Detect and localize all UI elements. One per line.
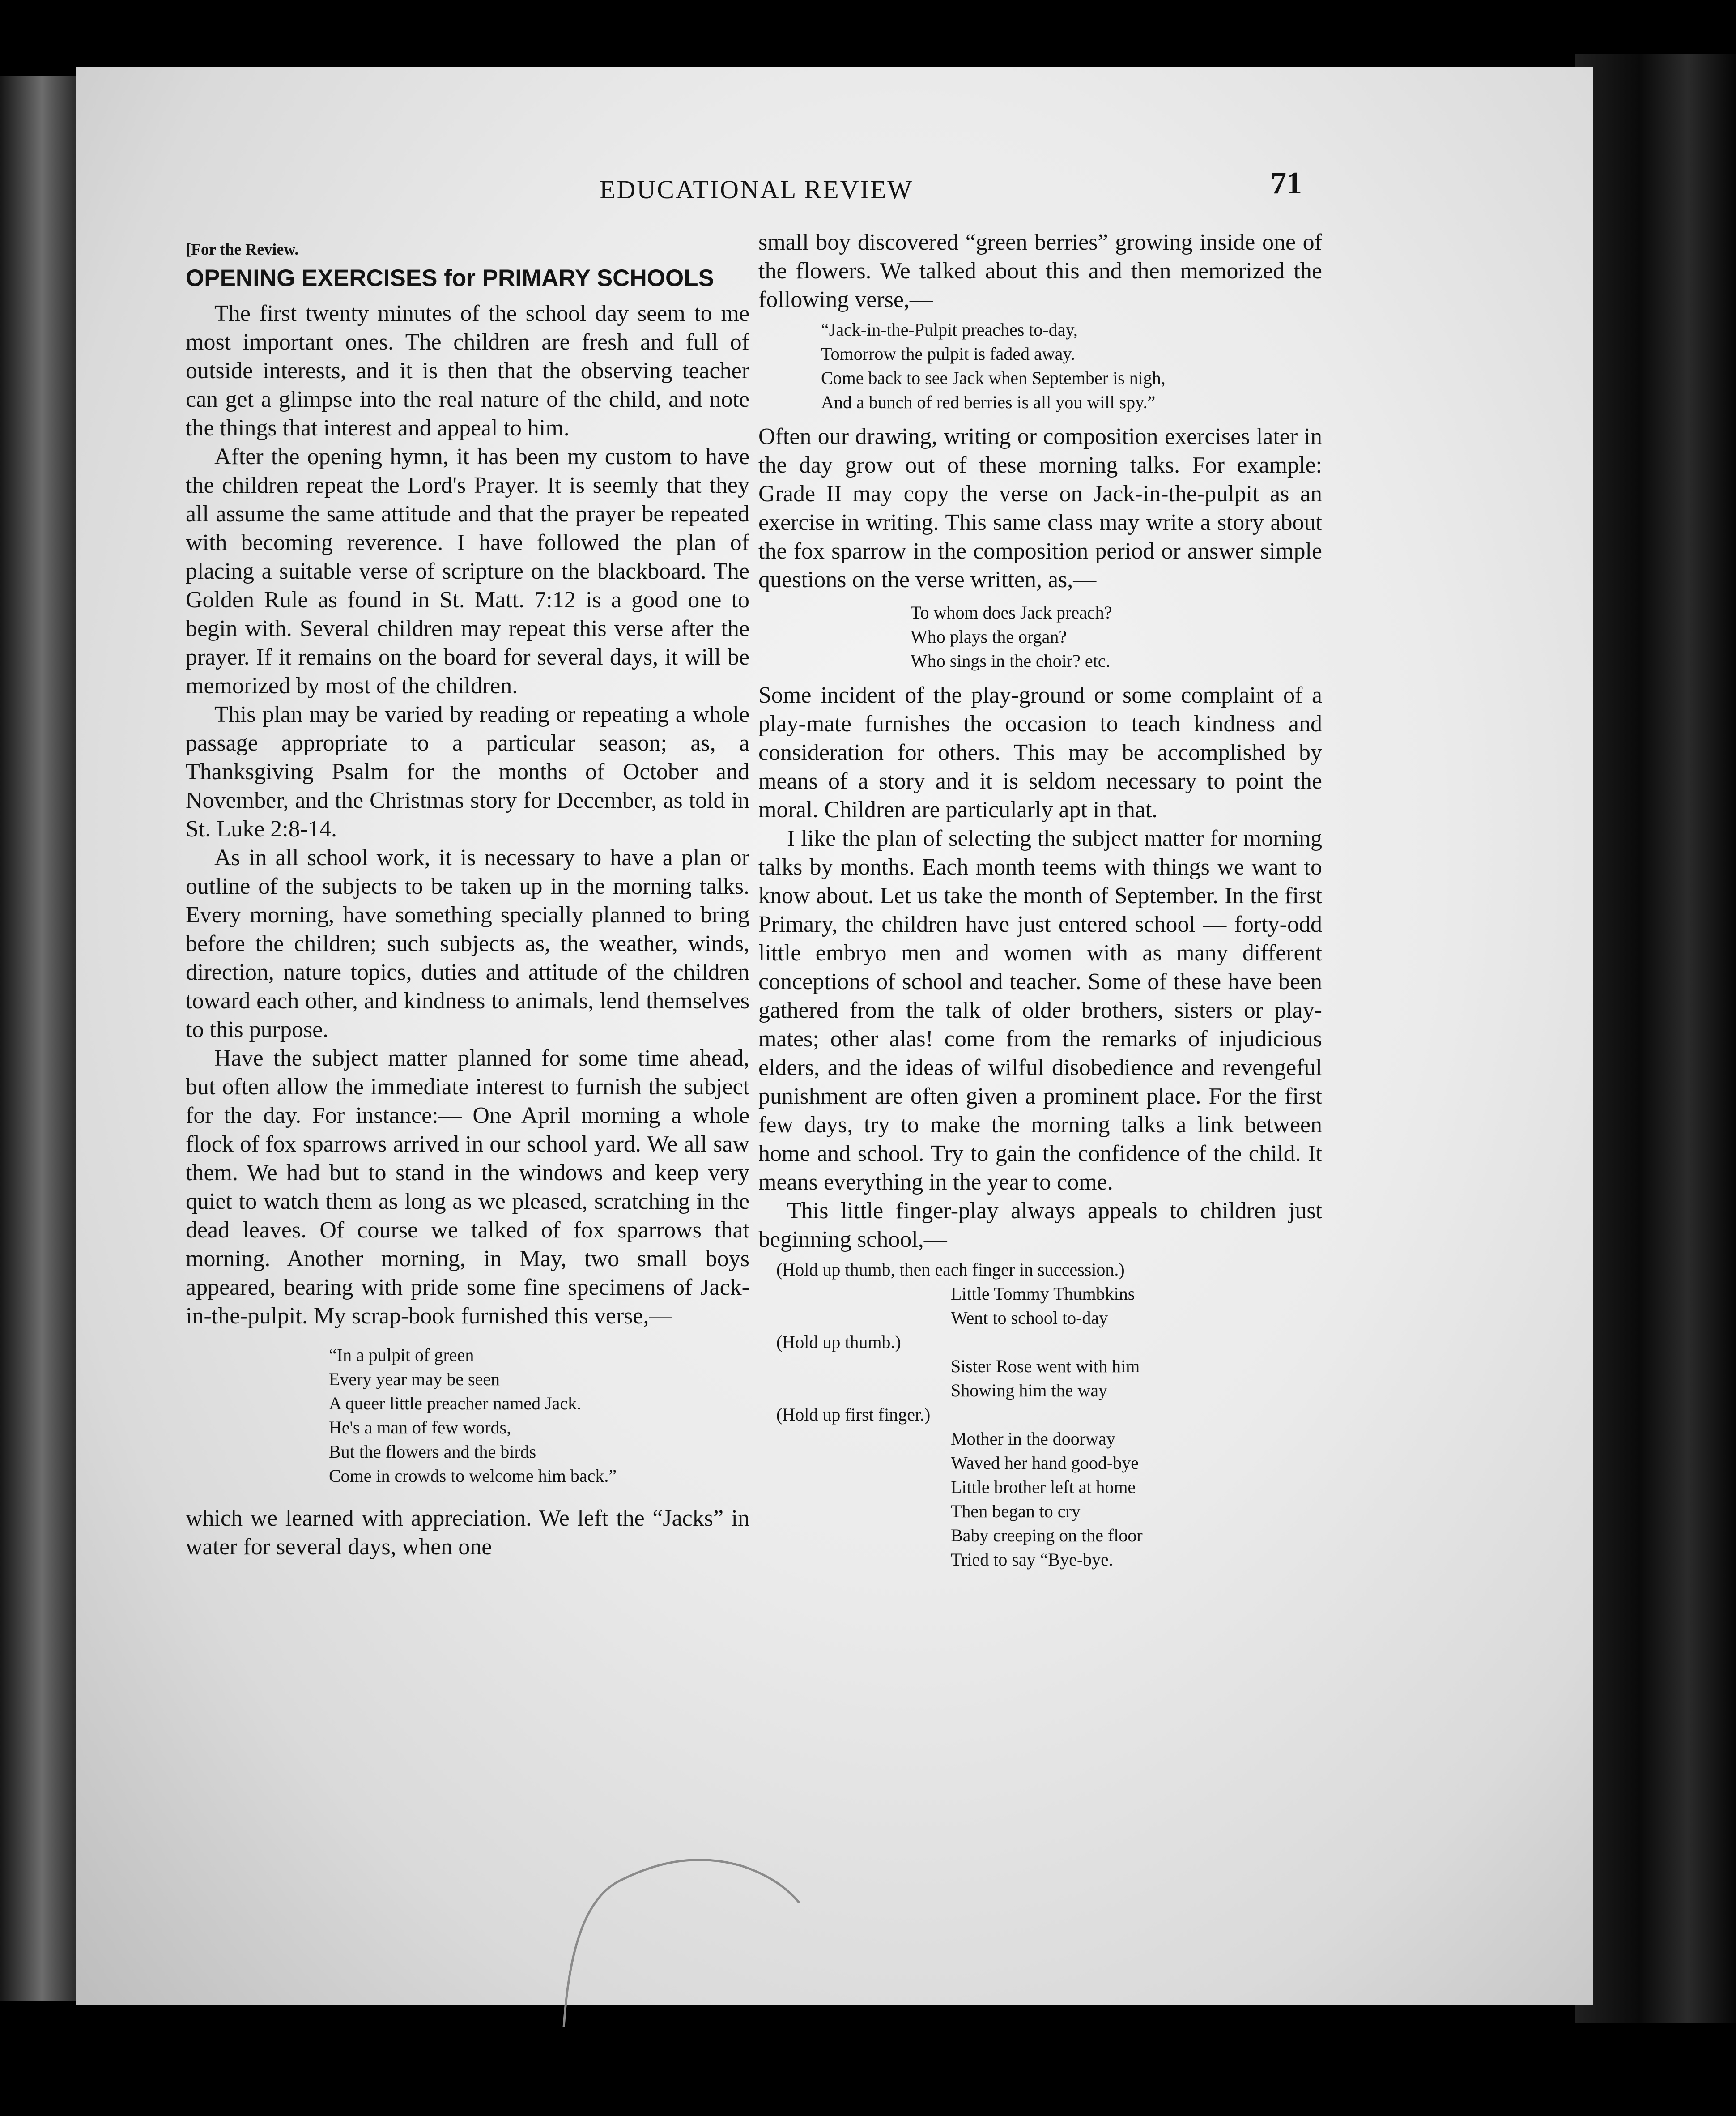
finger-play-line: Tried to say “Bye-bye. (951, 1549, 1113, 1570)
finger-play-line: Little brother left at home (951, 1477, 1136, 1497)
book-binding (1575, 54, 1736, 2023)
verse-line: “Jack-in-the-Pulpit preaches to-day, (821, 320, 1078, 340)
finger-play-line: Then began to cry (951, 1501, 1081, 1521)
finger-play-line: Went to school to-day (951, 1308, 1108, 1328)
finger-play (758, 1258, 1322, 1572)
paragraph: I like the plan of selecting the subject matter for morning talks by months. Each month teems with things we want to know about. Let us take the month of September. In the first Primary, the children have just entered school — forty-odd little embryo men and women with as many different conceptions of school and teacher. Some of these have been gathered from the talk of older brothers, sisters or play-mates; other alas! come from the remarks of injudicious elders, and the ideas of wilful disobedience and revengeful punishment are often given a prominent place. For the first few days, try to make the morning talks a link between home and school. Try to gain the confidence of the child. It means everything in the year to come. (758, 826, 1322, 1195)
page-number: 71 (1271, 166, 1302, 201)
paragraph: Have the subject matter planned for some time ahead, but often allow the immediate interest to furnish the subject for the day. For instance:— One April morning a whole flock of fox sparrows arrived in our school yard. We all saw them. We had but to stand in the windows and keep very quiet to watch them as long as we pleased, scratching in the dead leaves. Of course we talked of fox sparrows that morning. Another morning, in May, two small boys appeared, bearing with pride some fine specimens of Jack-in-the-pulpit. My scrap-book furnished this verse,— (186, 1045, 749, 1329)
left-page-edge (0, 76, 76, 2001)
stage-direction: (Hold up thumb.) (776, 1332, 901, 1352)
jack-verse (758, 318, 1322, 414)
left-column (186, 239, 749, 1561)
verse-line: Every year may be seen (329, 1369, 500, 1389)
verse-line: Come in crowds to welcome him back.” (329, 1466, 617, 1486)
stage-direction: (Hold up thumb, then each finger in succession.) (776, 1259, 1125, 1280)
finger-play-line: Waved her hand good-bye (951, 1453, 1139, 1473)
water-stain-mark (555, 1826, 805, 2027)
for-review-note: [For the Review. (186, 240, 299, 258)
question-line: Who sings in the choir? etc. (911, 651, 1111, 671)
finger-play-line: Showing him the way (951, 1380, 1107, 1400)
verse-line: Come back to see Jack when September is nigh, (821, 368, 1166, 388)
article-title: OPENING EXERCISES for PRIMARY SCHOOLS (186, 265, 714, 291)
paragraph: This little finger-play always appeals to children just beginning school,— (758, 1198, 1322, 1252)
verse-line: And a bunch of red berries is all you will spy.” (821, 392, 1156, 412)
paragraph: The first twenty minutes of the school day seem to me most important ones. The children are fresh and full of outside interests, and it is then that the observing teacher can get a glimpse into the real nature of the child, and note the things that interest and appeal to him. (186, 301, 749, 441)
paragraph: After the opening hymn, it has been my custom to have the children repeat the Lord's Prayer. It is seemly that they all assume the same attitude and that the prayer be repeated with becoming reverence. I have followed the plan of placing a suitable verse of scripture on the blackboard. The Golden Rule as found in St. Matt. 7:12 is a good one to begin with. Several children may repeat this verse after the prayer. If it remains on the board for several days, it will be memorized by most of the children. (186, 444, 749, 699)
paragraph: which we learned with appreciation. We left the “Jacks” in water for several days, when one (186, 1506, 749, 1560)
finger-play-line: Baby creeping on the floor (951, 1525, 1143, 1545)
right-column (758, 228, 1322, 1572)
finger-play-line: Sister Rose went with him (951, 1356, 1140, 1376)
verse-line: But the flowers and the birds (329, 1442, 536, 1462)
verse-line: Tomorrow the pulpit is faded away. (821, 344, 1075, 364)
paragraph: As in all school work, it is necessary to have a plan or outline of the subjects to be taken up in the morning talks. Every morning, have something specially planned to bring before the children; such subjects as, the weather, winds, direction, nature topics, duties and attitude of the children toward each other, and kindness to animals, lend themselves to this purpose. (186, 845, 749, 1042)
paragraph: Some incident of the play-ground or some complaint of a play-mate furnishes the occasion to teach kindness and consideration for others. This may be accomplished by means of a story and it is seldom necessary to point the moral. Children are particularly apt in that. (758, 683, 1322, 823)
finger-play-line: Mother in the doorway (951, 1429, 1115, 1449)
pulpit-verse (186, 1343, 749, 1488)
finger-play-line: Little Tommy Thumbkins (951, 1284, 1135, 1304)
running-head: EDUCATIONAL REVIEW (600, 175, 914, 204)
verse-line: A queer little preacher named Jack. (329, 1393, 582, 1413)
question-line: To whom does Jack preach? (911, 602, 1112, 623)
paragraph: Often our drawing, writing or composition exercises later in the day grow out of these morning talks. For example: Grade II may copy the verse on Jack-in-the-pulpit as an exercise in writing. This same class may write a story about the fox sparrow in the composition period or answer simple questions on the verse written, as,— (758, 424, 1322, 593)
verse-questions (758, 601, 1322, 673)
stage-direction: (Hold up first finger.) (776, 1404, 931, 1425)
verse-line: He's a man of few words, (329, 1417, 511, 1438)
paragraph: This plan may be varied by reading or repeating a whole passage appropriate to a particular season; as, a Thanksgiving Psalm for the months of October and November, and the Christmas story for December, as told in St. Luke 2:8-14. (186, 702, 749, 842)
paragraph: small boy discovered “green berries” growing inside one of the flowers. We talked about this and then memorized the following verse,— (758, 230, 1322, 312)
verse-line: “In a pulpit of green (329, 1345, 474, 1365)
question-line: Who plays the organ? (911, 627, 1067, 647)
